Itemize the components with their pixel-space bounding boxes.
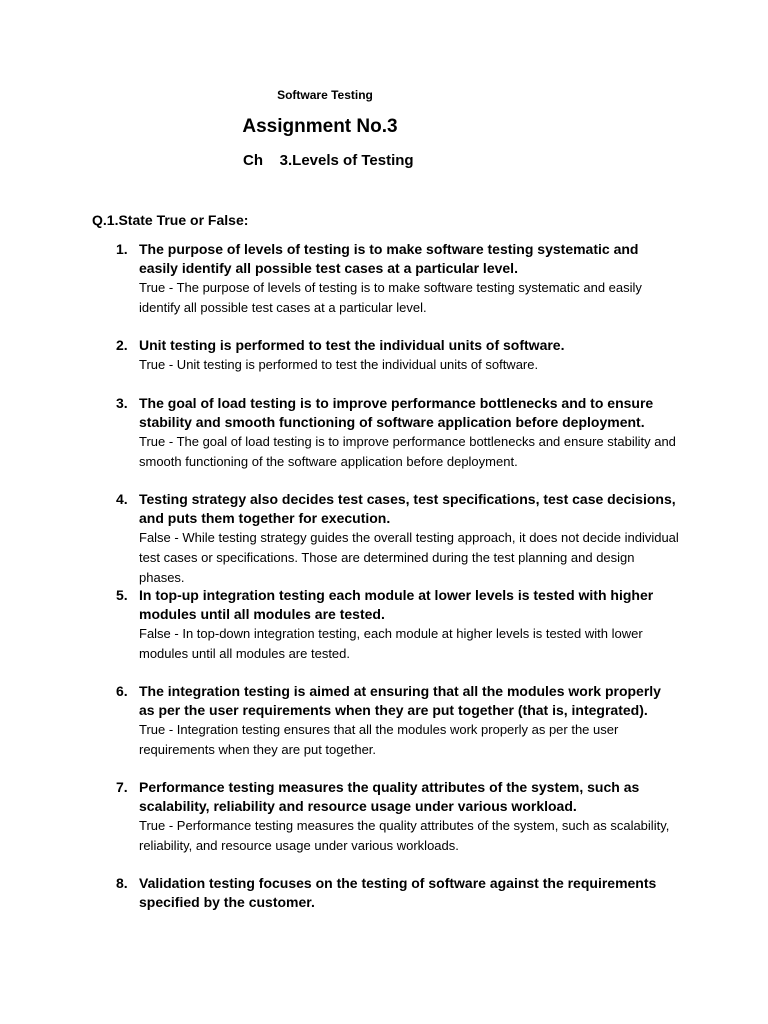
question-statement: In top-up integration testing each module at lower levels is tested with higher modules until all modules are tested. xyxy=(139,587,654,622)
question-statement: Performance testing measures the quality attributes of the system, such as scalability, reliability and resource usage under various workload. xyxy=(139,779,640,814)
question-answer: True - The purpose of levels of testing is to make software testing systematic and easily identify all possible test cases at a particular level. xyxy=(139,280,642,315)
question-number: 3. xyxy=(116,395,128,411)
question-statement: Unit testing is performed to test the individual units of software. xyxy=(139,337,565,353)
question-number: 4. xyxy=(116,491,128,507)
question-number: 8. xyxy=(116,875,128,891)
question-answer: True - Unit testing is performed to test the individual units of software. xyxy=(139,357,539,372)
question-statement: Testing strategy also decides test cases, test specifications, test case decisions, and puts them together for execution. xyxy=(139,491,676,526)
question-statement: The integration testing is aimed at ensuring that all the modules work properly as per the user requirements when they are put together (that is, integrated). xyxy=(139,683,661,718)
question-answer: True - Integration testing ensures that all the modules work properly as per the user requirements when they are put together. xyxy=(139,722,619,757)
question-number: 6. xyxy=(116,683,128,699)
question-number: 1. xyxy=(116,241,128,257)
section-heading: Q.1.State True or False: xyxy=(92,212,249,228)
question-statement: The goal of load testing is to improve performance bottlenecks and to ensure stability and smooth functioning of software application before deployment. xyxy=(139,395,654,430)
question-statement: Validation testing focuses on the testing of software against the requirements specified by the customer. xyxy=(139,875,657,910)
question-answer: True - Performance testing measures the quality attributes of the system, such as scalability, reliability, and resource usage under various workloads. xyxy=(139,818,670,853)
question-number: 5. xyxy=(116,587,128,603)
chapter-heading: Ch 3.Levels of Testing xyxy=(243,152,414,169)
document-title: Assignment No.3 xyxy=(242,116,398,137)
question-statement: The purpose of levels of testing is to make software testing systematic and easily identify all possible test cases at a particular level. xyxy=(139,241,639,276)
question-answer: False - While testing strategy guides the overall testing approach, it does not decide individual test cases or specifications. Those are determined during the test planning and design phases. xyxy=(139,530,679,585)
question-number: 2. xyxy=(116,337,128,353)
question-number: 7. xyxy=(116,779,128,795)
question-answer: False - In top-down integration testing, each module at higher levels is tested with lower modules until all modules are tested. xyxy=(139,626,643,661)
document-subject: Software Testing xyxy=(277,88,373,102)
question-answer: True - The goal of load testing is to improve performance bottlenecks and ensure stability and smooth functioning of the software application before deployment. xyxy=(139,434,676,469)
